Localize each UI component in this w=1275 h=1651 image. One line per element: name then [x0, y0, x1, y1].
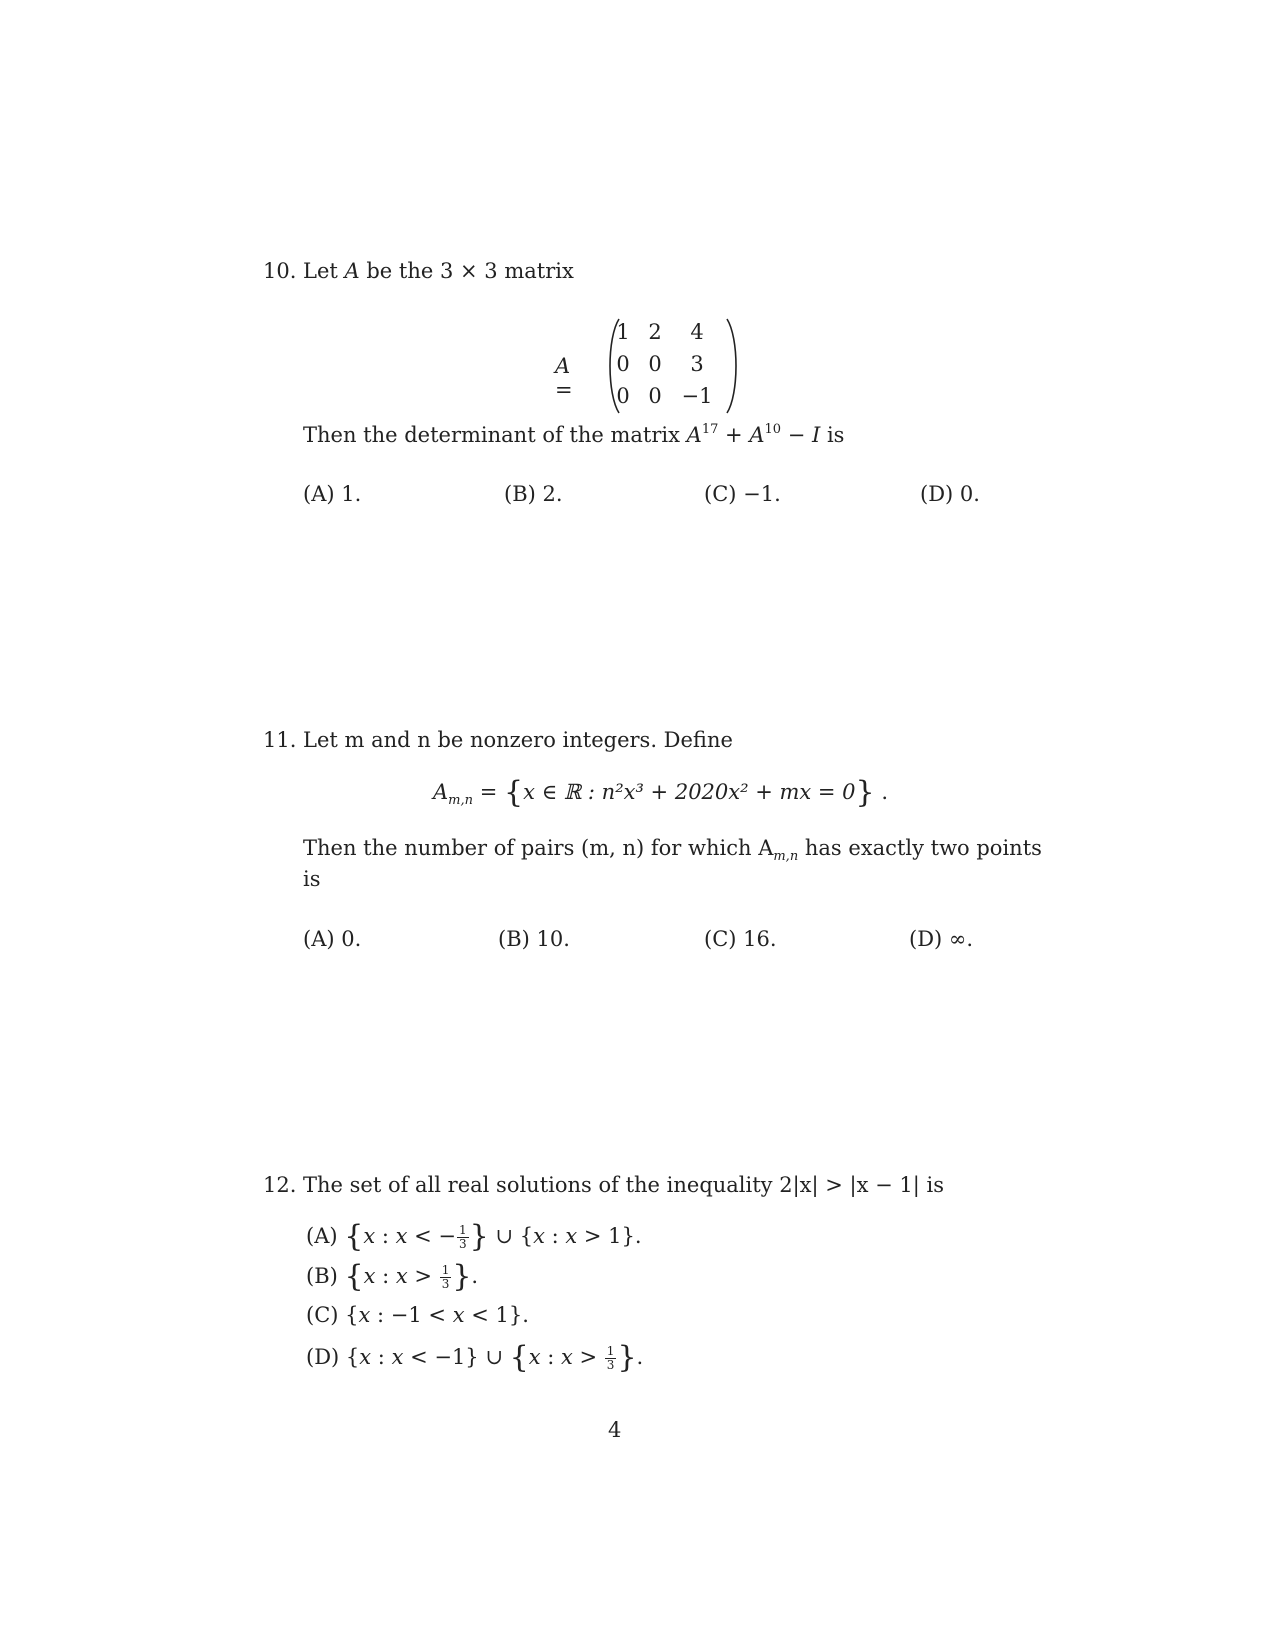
q11-option-c: (C) 16. [704, 927, 777, 951]
left-brace-icon: { [503, 775, 524, 810]
q11-question-line1: Then the number of pairs (m, n) for which $A_{m,n}$ has exactly two points [303, 836, 1042, 864]
q11-question-line2: is [303, 867, 321, 891]
q10-expression: $A^{17} + A^{10} - I$ [686, 422, 821, 447]
q10-intro [303, 259, 574, 283]
q10-option-a: (A) 1. [303, 482, 362, 506]
matrix-cell: 0 [648, 384, 662, 408]
page-number: 4 [608, 1418, 622, 1442]
q11-option-d: (D) ∞. [909, 927, 974, 951]
q10-matrix-label: A = [555, 354, 573, 402]
matrix-cell: 0 [616, 352, 630, 376]
q10-question-tail: is [826, 423, 845, 447]
q11-question-tail: has exactly two points [804, 836, 1042, 860]
q10-question-text: Then the determinant of the matrix [303, 423, 680, 447]
q10-intro-b: be the 3 × 3 matrix [366, 259, 574, 283]
q10-matrix-grid [607, 320, 723, 416]
q10-option-b: (B) 2. [504, 482, 563, 506]
matrix-cell: 3 [690, 352, 704, 376]
matrix-cell: 0 [616, 384, 630, 408]
q10-intro-var: A [344, 259, 360, 283]
matrix-cell: 2 [648, 320, 662, 344]
right-paren-icon [725, 318, 741, 414]
q12-option-a: (A) {x : x < − $\frac{1}{3}$ } ∪ {x : x > 1}. [306, 1219, 642, 1254]
q12-option-c-label: (C) [306, 1303, 339, 1327]
matrix-cell: 0 [648, 352, 662, 376]
q11-option-b: (B) 10. [498, 927, 570, 951]
q12-option-d: (D) {x : x < −1} ∪ {x : x > $\frac{1}{3}$ }. [306, 1340, 644, 1375]
q11-set-body: x ∈ ℝ : n²x³ + 2020x² + mx = 0 [523, 780, 856, 804]
q11-intro: Let m and n be nonzero integers. Define [303, 728, 733, 752]
q10-number: 10. [263, 259, 297, 283]
q12-number: 12. [263, 1173, 297, 1197]
right-brace-icon: } [855, 775, 875, 810]
q11-number: 11. [263, 728, 297, 752]
q10-option-d: (D) 0. [920, 482, 980, 506]
q11-question-text: Then the number of pairs (m, n) for which A [303, 836, 774, 860]
q12-option-a-label: (A) [306, 1224, 338, 1248]
q12-question: The set of all real solutions of the inequality 2|x| > |x − 1| is [303, 1173, 944, 1197]
matrix-cell: −1 [681, 384, 713, 408]
q12-option-b: (B) {x : x > $\frac{1}{3}$ }. [306, 1259, 479, 1294]
q10-option-c: (C) −1. [704, 482, 781, 506]
q12-option-b-label: (B) [306, 1264, 338, 1288]
matrix-cell: 4 [690, 320, 704, 344]
matrix-cell: 1 [616, 320, 630, 344]
q12-option-d-label: (D) [306, 1345, 340, 1369]
q11-option-a: (A) 0. [303, 927, 362, 951]
q11-set-definition: $A_{m,n} = \{x$ ∈ ℝ : n²x³ + 2020x² + mx = 0} . [433, 775, 888, 810]
q12-option-c: (C) {x : −1 < x < 1}. [306, 1303, 529, 1327]
q10-intro-a: Let [303, 259, 338, 283]
q10-question [303, 423, 844, 447]
